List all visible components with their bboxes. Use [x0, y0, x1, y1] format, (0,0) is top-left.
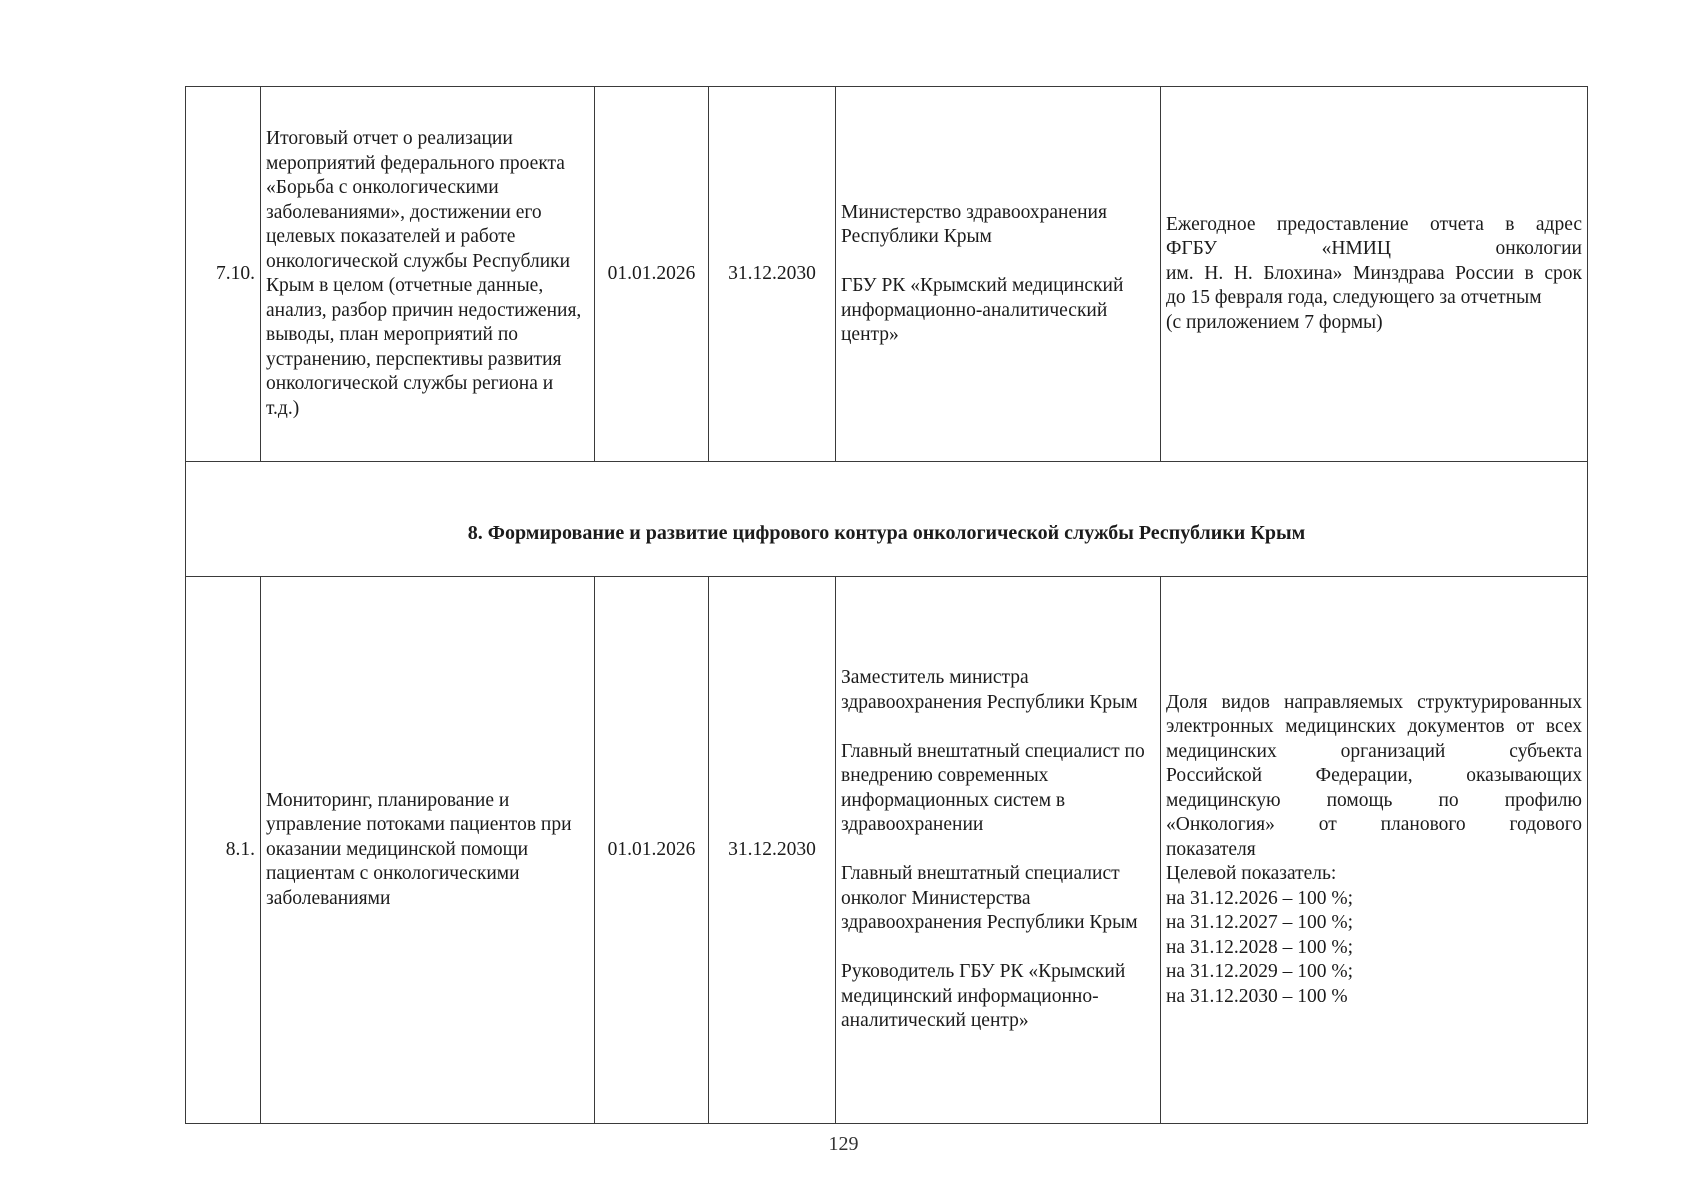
result-line: медицинскую помощь по профилю: [1166, 789, 1582, 811]
result-line: Целевой показатель:: [1166, 863, 1337, 885]
result-line: на 31.12.2026 – 100 %;: [1166, 887, 1354, 909]
start-date: 01.01.2026: [595, 87, 709, 462]
activity-description: Мониторинг, планирование и управление потоками пациентов при оказании медицинской помощи пациентам с онкологическими заболеваниями: [261, 577, 595, 1124]
row-number: 7.10.: [186, 87, 261, 462]
page-number: 129: [828, 1133, 859, 1155]
result-line: ФГБУ «НМИЦ онкологии: [1166, 238, 1582, 260]
end-date: 31.12.2030: [709, 577, 836, 1124]
result-line: Ежегодное предоставление отчета в адрес: [1166, 213, 1582, 235]
responsible-entry: Руководитель ГБУ РК «Крымский медицинский информационно-аналитический центр»: [841, 961, 1126, 1032]
result-line: им. Н. Н. Блохина» Минздрава России в срок: [1166, 262, 1582, 284]
section-title: 8. Формирование и развитие цифрового контура онкологической службы Республики Крым: [186, 462, 1588, 577]
result-line: на 31.12.2028 – 100 %;: [1166, 936, 1354, 958]
section-header-row: [186, 462, 1588, 577]
responsible-entry: Главный внештатный специалист онколог Министерства здравоохранения Республики Крым: [841, 863, 1138, 934]
expected-result-cell: [1161, 87, 1588, 462]
table-row: [186, 87, 1588, 462]
activity-description: Итоговый отчет о реализации мероприятий федерального проекта «Борьба с онкологическими заболеваниями», достижении его целевых показателей и работе онкологической службы Республики Крым в целом (отчетные данные, анализ, разбор причин недостижения, выводы, план мероприятий по устранению, перспективы развития онкологической службы региона и т.д.): [261, 87, 595, 462]
responsible-cell: [836, 87, 1161, 462]
responsible-entry: Заместитель министра здравоохранения Республики Крым: [841, 667, 1138, 713]
result-line: до 15 февраля года, следующего за отчетным: [1166, 287, 1542, 309]
result-line: на 31.12.2029 – 100 %;: [1166, 961, 1354, 983]
end-date: 31.12.2030: [709, 87, 836, 462]
result-line: на 31.12.2030 – 100 %: [1166, 985, 1348, 1007]
responsible-entry: Министерство здравоохранения Республики Крым: [841, 201, 1107, 247]
result-line: медицинских организаций субъекта: [1166, 740, 1582, 762]
result-line: (с приложением 7 формы): [1166, 311, 1383, 333]
responsible-entry: ГБУ РК «Крымский медицинский информационно-аналитический центр»: [841, 275, 1124, 345]
result-line: «Онкология» от планового годового: [1166, 814, 1582, 836]
result-line: показателя: [1166, 838, 1256, 860]
result-line: Доля видов направляемых структурированных: [1166, 691, 1582, 713]
expected-result-cell: [1161, 577, 1588, 1124]
row-number: 8.1.: [186, 577, 261, 1124]
result-line: Российской Федерации, оказывающих: [1166, 765, 1582, 787]
responsible-cell: [836, 577, 1161, 1124]
activities-table: [185, 86, 1588, 1124]
result-line: на 31.12.2027 – 100 %;: [1166, 912, 1354, 934]
table-row: [186, 577, 1588, 1124]
result-line: электронных медицинских документов от всех: [1166, 716, 1582, 738]
responsible-entry: Главный внештатный специалист по внедрению современных информационных систем в здравоохранении: [841, 740, 1145, 836]
start-date: 01.01.2026: [595, 577, 709, 1124]
